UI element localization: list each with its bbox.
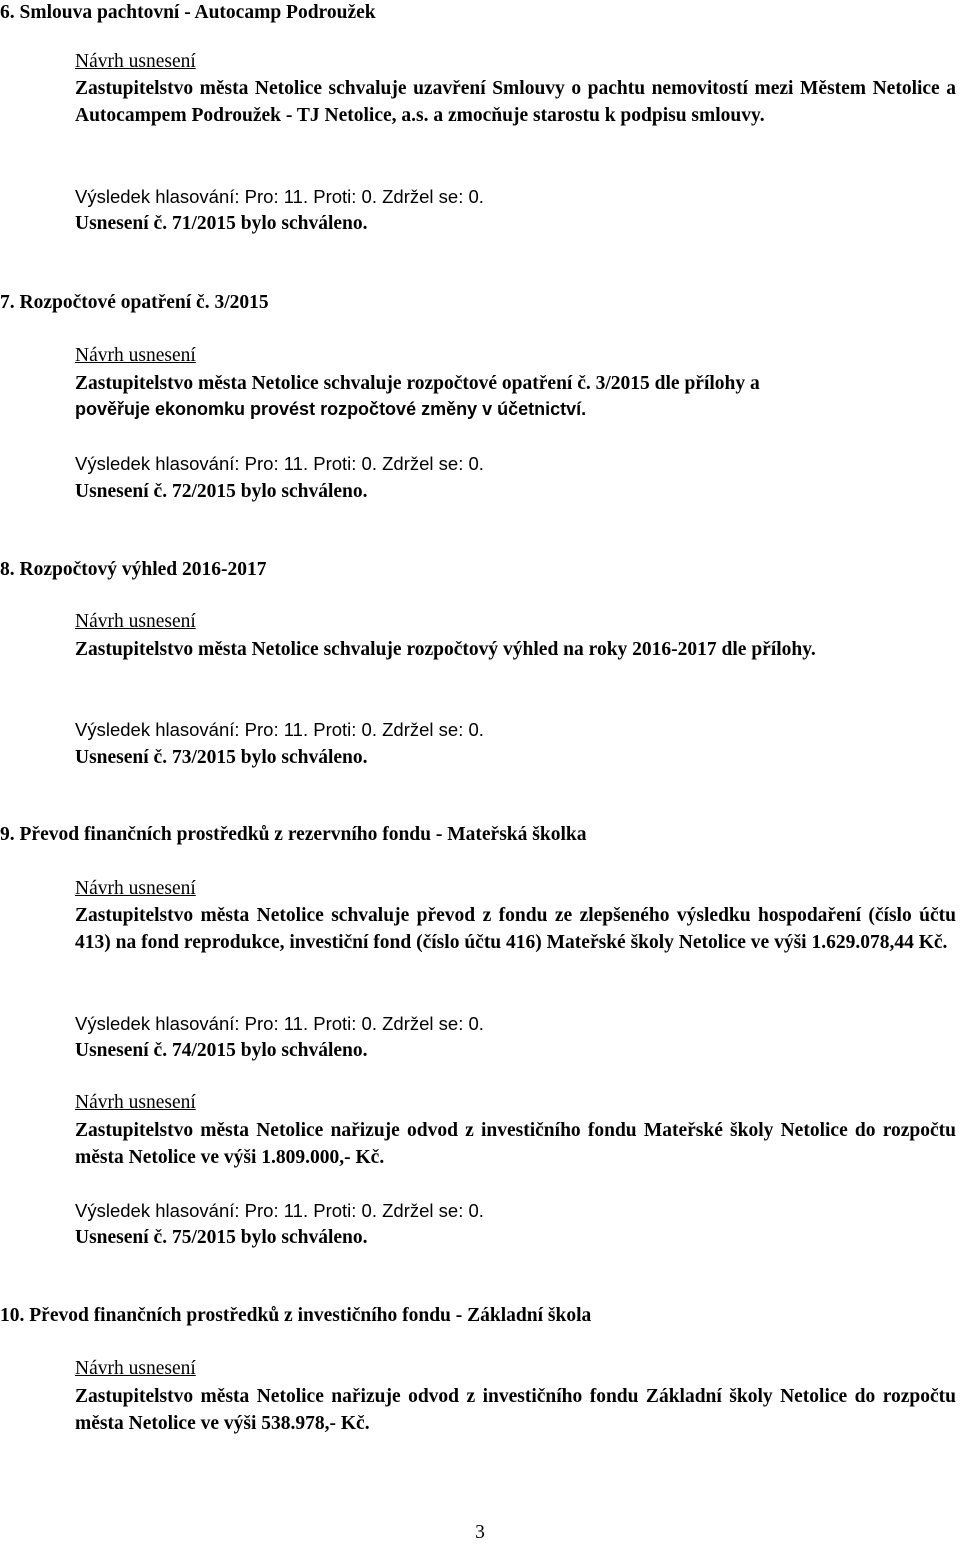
item-8-vote-result: Výsledek hlasování: Pro: 11. Proti: 0. Zdržel se: 0. bbox=[75, 719, 484, 740]
item-9-proposal-1-label bbox=[75, 876, 196, 902]
proposal-label-text: Návrh usnesení bbox=[75, 878, 196, 899]
item-7-proposal-label bbox=[75, 343, 196, 369]
item-8-resolution-status: Usnesení č. 73/2015 bylo schváleno. bbox=[75, 747, 368, 768]
item-10-proposal-label bbox=[75, 1356, 196, 1382]
item-10-heading: 10. Převod finančních prostředků z investičního fondu - Základní škola bbox=[0, 1305, 592, 1326]
item-7-resolution-status: Usnesení č. 72/2015 bylo schváleno. bbox=[75, 481, 368, 502]
item-9-proposal-2-vote-result: Výsledek hlasování: Pro: 11. Proti: 0. Zdržel se: 0. bbox=[75, 1200, 484, 1221]
item-6-proposal-text: Zastupitelstvo města Netolice schvaluje uzavření Smlouvy o pachtu nemovitostí mezi Městem Netolice a Autocampem Podroužek - TJ Netolice, a.s. a zmocňuje starostu k podpisu smlouvy. bbox=[75, 78, 956, 126]
item-8-proposal-text: Zastupitelstvo města Netolice schvaluje rozpočtový výhled na roky 2016-2017 dle přílohy. bbox=[75, 639, 816, 660]
proposal-label-text: Návrh usnesení bbox=[75, 611, 196, 632]
item-7-proposal-text-line2: pověřuje ekonomku provést rozpočtové změny v účetnictví. bbox=[75, 399, 587, 419]
item-6-heading: 6. Smlouva pachtovní - Autocamp Podroužek bbox=[0, 2, 376, 23]
proposal-label-text: Návrh usnesení bbox=[75, 1358, 196, 1379]
item-9-proposal-2-resolution-status: Usnesení č. 75/2015 bylo schváleno. bbox=[75, 1227, 368, 1248]
item-7-vote-result: Výsledek hlasování: Pro: 11. Proti: 0. Zdržel se: 0. bbox=[75, 453, 484, 474]
item-7-proposal-text-line1: Zastupitelstvo města Netolice schvaluje rozpočtové opatření č. 3/2015 dle přílohy a bbox=[75, 373, 760, 394]
proposal-label-text: Návrh usnesení bbox=[75, 345, 196, 366]
proposal-label-text: Návrh usnesení bbox=[75, 51, 196, 72]
item-6-resolution-status: Usnesení č. 71/2015 bylo schváleno. bbox=[75, 213, 368, 234]
item-10-proposal-text: Zastupitelstvo města Netolice nařizuje odvod z investičního fondu Základní školy Netolice do rozpočtu města Netolice ve výši 538.978,- Kč. bbox=[75, 1386, 956, 1434]
proposal-label-text: Návrh usnesení bbox=[75, 1092, 196, 1113]
item-7-heading: 7. Rozpočtové opatření č. 3/2015 bbox=[0, 292, 269, 313]
item-9-proposal-1-vote-result: Výsledek hlasování: Pro: 11. Proti: 0. Zdržel se: 0. bbox=[75, 1013, 484, 1034]
page-number: 3 bbox=[475, 1522, 485, 1543]
item-6-vote-result: Výsledek hlasování: Pro: 11. Proti: 0. Zdržel se: 0. bbox=[75, 186, 484, 207]
item-6-proposal-label bbox=[75, 49, 196, 75]
item-9-proposal-2-label bbox=[75, 1090, 196, 1116]
item-9-proposal-1-text: Zastupitelstvo města Netolice schvaluje převod z fondu ze zlepšeného výsledku hospodaření (číslo účtu 413) na fond reprodukce, investiční fond (číslo účtu 416) Mateřské školy Netolice ve výši 1.629.078,44 Kč. bbox=[75, 905, 956, 953]
item-9-heading: 9. Převod finančních prostředků z rezervního fondu - Mateřská školka bbox=[0, 824, 587, 845]
item-8-heading: 8. Rozpočtový výhled 2016-2017 bbox=[0, 559, 267, 580]
item-9-proposal-1-resolution-status: Usnesení č. 74/2015 bylo schváleno. bbox=[75, 1040, 368, 1061]
item-9-proposal-2-text: Zastupitelstvo města Netolice nařizuje odvod z investičního fondu Mateřské školy Netolice do rozpočtu města Netolice ve výši 1.809.000,- Kč. bbox=[75, 1120, 956, 1168]
item-8-proposal-label bbox=[75, 609, 196, 635]
